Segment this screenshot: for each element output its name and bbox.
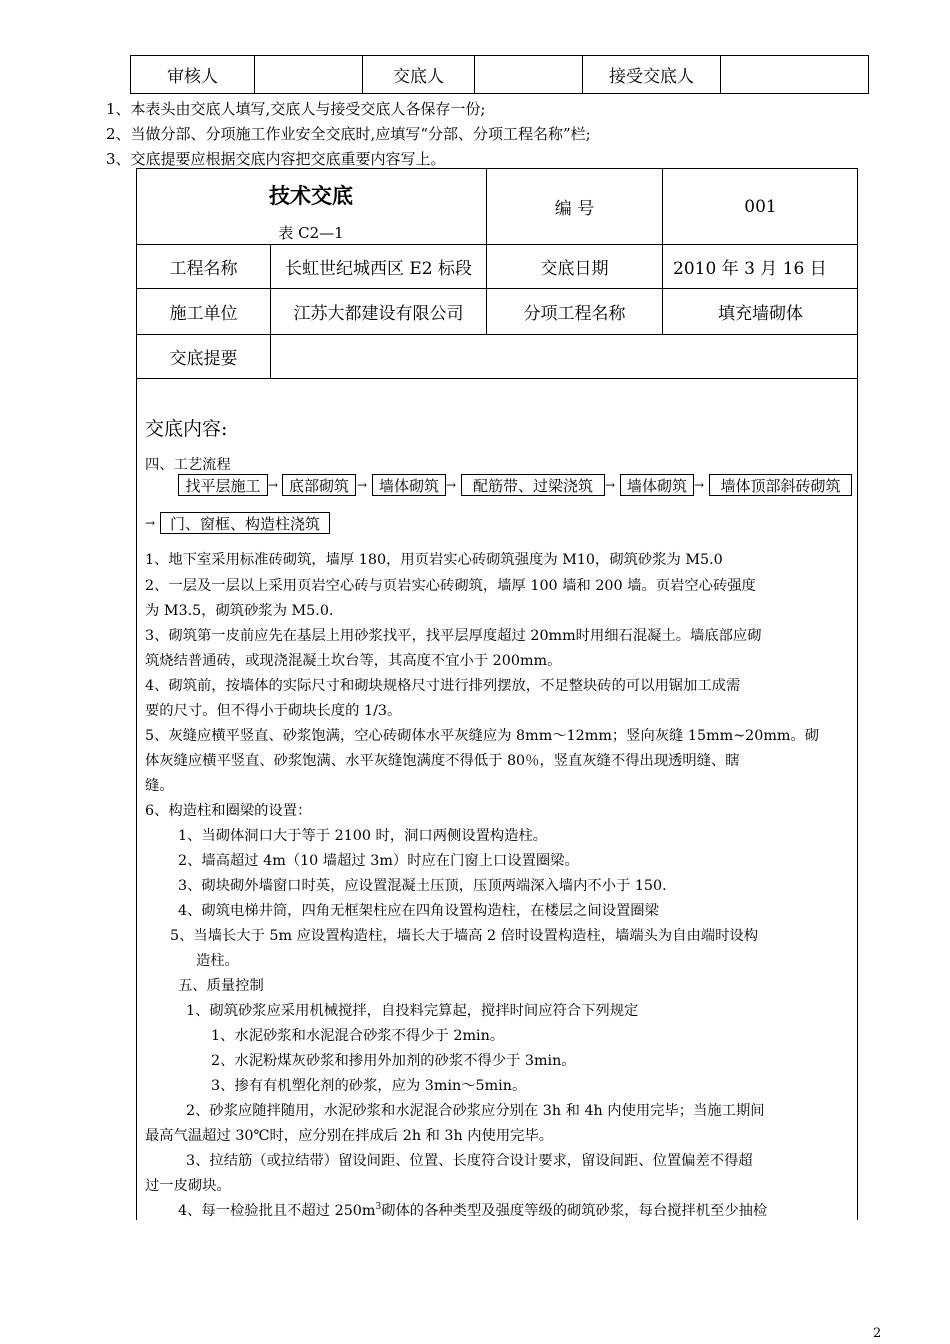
superscript: 3 <box>375 1202 382 1213</box>
reviewer-label: 审核人 <box>131 56 255 94</box>
flow-step: 墙体砌筑 <box>620 474 694 496</box>
form-title: 技术交底 <box>269 184 353 208</box>
text-line-part: 砌体的各种类型及强度等级的砌筑砂浆，每台搅拌机至少抽检 <box>381 1203 768 1219</box>
section-4-heading: 四、工艺流程 <box>145 457 231 473</box>
text-line: 体灰缝应横平竖直、砂浆饱满、水平灰缝饱满度不得低于 80％，竖直灰缝不得出现透明缝、瞎 <box>145 753 740 769</box>
page-number: 2 <box>873 1326 882 1341</box>
flow-step: 墙体砌筑 <box>372 474 446 496</box>
reviewer-field[interactable] <box>255 56 363 94</box>
flow-arrow: → <box>694 478 705 492</box>
number-value: 001 <box>744 196 777 217</box>
text-line: 1、当砌体洞口大于等于 2100 时，洞口两侧设置构造柱。 <box>178 828 548 844</box>
text-line: 2、砂浆应随拌随用，水泥砂浆和水泥混合砂浆应分别在 3h 和 4h 内使用完毕；当施工期间 <box>186 1103 765 1119</box>
flow-arrow: → <box>605 478 616 492</box>
text-line: 4、砌筑前，按墙体的实际尺寸和砌块规格尺寸进行排列摆放，不足整块砖的可以用锯加工成需 <box>145 678 741 694</box>
note-1: 1、本表头由交底人填写,交底人与接受交底人各保存一份; <box>106 100 486 118</box>
text-line: 3、砌块砌外墙窗口时英，应设置混凝土压顶，压顶两端深入墙内不小于 150. <box>178 878 667 894</box>
note-3: 3、交底提要应根据交底内容把交底重要内容写上。 <box>106 150 446 168</box>
text-line: 1、砌筑砂浆应采用机械搅拌，自投料完算起，搅拌时间应符合下列规定 <box>186 1003 639 1019</box>
note-2: 2、当做分部、分项施工作业安全交底时,应填写“分部、分项工程名称”栏; <box>106 125 591 143</box>
text-line: 2、一层及一层以上采用页岩空心砖与页岩实心砖砌筑，墙厚 100 墙和 200 墙。页岩空心砖强度 <box>145 578 756 594</box>
receiver-label: 接受交底人 <box>583 56 721 94</box>
text-line: 2、墙高超过 4m（10 墙超过 3m）时应在门窗上口设置圈梁。 <box>178 853 579 869</box>
section-5-heading: 五、质量控制 <box>178 978 264 994</box>
flow-arrow: → <box>446 478 457 492</box>
number-label: 编 号 <box>554 199 595 219</box>
discloser-field[interactable] <box>475 56 583 94</box>
text-line: 造柱。 <box>196 953 239 969</box>
text-line: 1、水泥砂浆和水泥混合砂浆不得少于 2min。 <box>211 1028 505 1044</box>
text-line: 最高气温超过 30℃时，应分别在拌成后 2h 和 3h 内使用完毕。 <box>145 1128 554 1144</box>
subproject-value: 填充墙砌体 <box>718 304 803 324</box>
flow-step: 底部砌筑 <box>282 474 356 496</box>
text-line: 过一皮砌块。 <box>145 1178 231 1194</box>
text-line: 4、砌筑电梯井筒，四角无框架柱应在四角设置构造柱，在楼层之间设置圈梁 <box>178 903 659 919</box>
text-line: 缝。 <box>145 778 174 794</box>
text-line: 3、拉结筋（或拉结带）留设间距、位置、长度符合设计要求，留设间距、位置偏差不得超 <box>186 1153 753 1169</box>
text-line-last <box>178 1200 767 1220</box>
text-line-part: 4、每一检验批且不超过 250m <box>178 1203 376 1219</box>
summary-value[interactable] <box>271 335 858 378</box>
flow-step: 找平层施工 <box>178 474 268 496</box>
text-line: 6、构造柱和圈梁的设置： <box>145 803 312 819</box>
flow-step: 墙体顶部斜砖砌筑 <box>709 474 852 496</box>
flow-step: 配筋带、过梁浇筑 <box>461 474 605 496</box>
text-line: 3、掺有有机塑化剂的砂浆，应为 3min～5min。 <box>211 1078 527 1094</box>
text-line: 5、灰缝应横平竖直、砂浆饱满，空心砖砌体水平灰缝应为 8mm～12mm；竖向灰缝 15mm~20mm。砌 <box>145 728 820 744</box>
flow-arrow: → <box>145 516 156 530</box>
text-line: 2、水泥粉煤灰砂浆和掺用外加剂的砂浆不得少于 3min。 <box>211 1053 576 1069</box>
flow-arrow: → <box>357 478 368 492</box>
flow-step: 门、窗框、构造柱浇筑 <box>160 512 330 534</box>
content-heading: 交底内容: <box>145 418 228 440</box>
text-line: 要的尺寸。但不得小于砌块长度的 1/3。 <box>145 703 402 719</box>
text-line: 5、当墙长大于 5m 应设置构造柱，墙长大于墙高 2 倍时设置构造柱，墙端头为自由端时设构 <box>170 928 759 944</box>
discloser-label: 交底人 <box>363 56 475 94</box>
project-value: 长虹世纪城西区 E2 标段 <box>284 259 473 279</box>
text-line: 为 M3.5，砌筑砂浆为 M5.0. <box>145 603 334 619</box>
date-value: 2010 年 3 月 16 日 <box>673 259 827 279</box>
flow-arrow: → <box>268 478 279 492</box>
summary-label: 交底提要 <box>169 349 238 369</box>
contractor-label: 施工单位 <box>169 304 238 324</box>
text-line: 筑烧结普通砖，或现浇混凝土坎台等，其高度不宜小于 200mm。 <box>145 653 562 669</box>
contractor-value: 江苏大都建设有限公司 <box>293 304 464 324</box>
receiver-field[interactable] <box>721 56 869 94</box>
subproject-label: 分项工程名称 <box>523 304 626 324</box>
date-label: 交底日期 <box>540 259 609 279</box>
text-line: 1、地下室采用标准砖砌筑，墙厚 180，用页岩实心砖砌筑强度为 M10，砌筑砂浆为 M5.0 <box>145 552 723 568</box>
project-label: 工程名称 <box>169 259 238 279</box>
form-number: 表 C2—1 <box>278 224 344 242</box>
signature-table <box>130 55 869 94</box>
text-line: 3、砌筑第一皮前应先在基层上用砂浆找平，找平层厚度超过 20mm时用细石混凝土。墙底部应砌 <box>145 628 762 644</box>
